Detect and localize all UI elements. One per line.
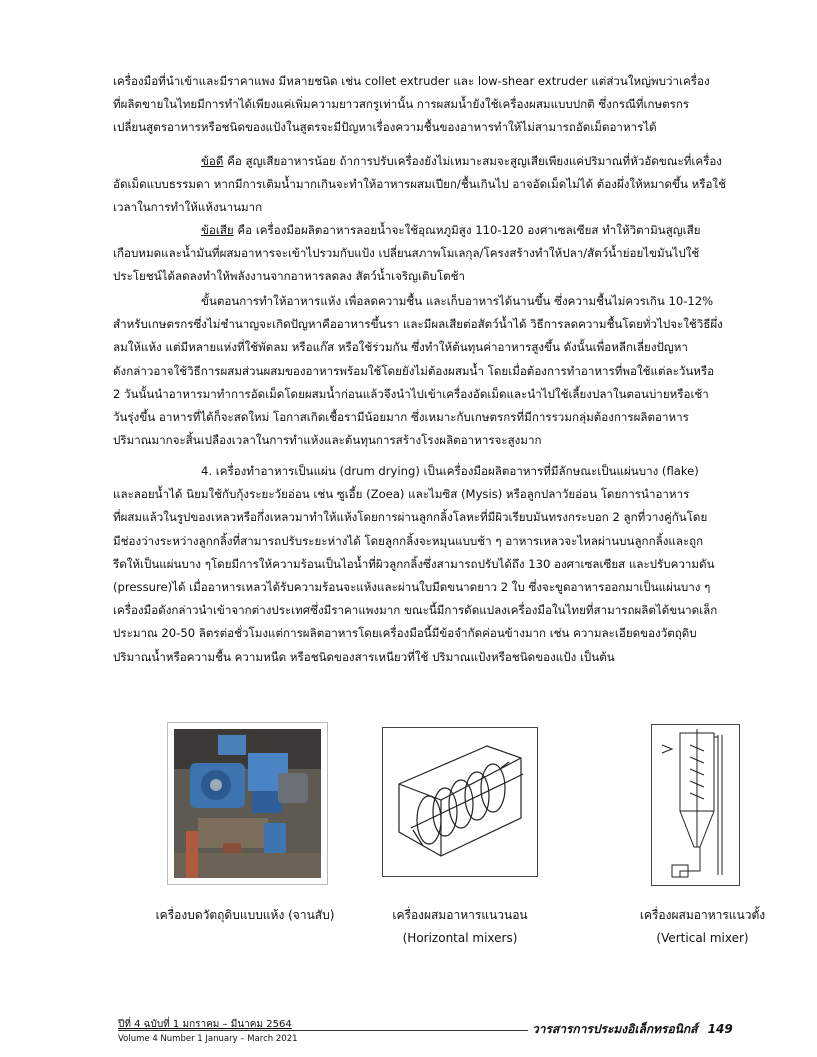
paragraph-extruder-intro [113,70,741,140]
text-line: เกือบหมดและน้ำมันที่ผสมอาหารจะเข้าไปรวมกับแป้ง เปลี่ยนสภาพโมเลกุล/โครงสร้างทำให้ปลา/สัตว์น้ำย่อยไขมันไปใช้ [113,246,700,261]
text-line: ขั้นตอนการทำให้อาหารแห้ง เพื่อลดความชื้น และเก็บอาหารได้นานขึ้น ซึ่งความชื้นไม่ควรเกิน 10-12% [201,294,714,308]
text-line: มีช่องว่างระหว่างลูกกลิ้งที่สามารถปรับระยะห่างได้ โดยลูกกลิ้งจะหมุนแบบช้า ๆ อาหารเหลวจะไหลผ่านบนลูกกลิ้งและถูก [113,533,704,548]
advantages-label: ข้อดี [201,154,224,168]
paragraph-advantages [113,150,741,220]
journal-title: วารสารการประมงอิเล็กทรอนิกส์ [532,1022,698,1036]
text-line: อัดเม็ดแบบธรรมดา หากมีการเติมน้ำมากเกินจะทำให้อาหารผสมเปียก/ชื้นเกินไป อาจอัดเม็ดไม่ได้ ต้องผึ่งให้หมาดขึ้น หรือใช้ [113,177,726,192]
text-line: ที่ผสมแล้วในรูปของเหลวหรือกึ่งเหลวมาทำให้แห้งโดยการผ่านลูกกลิ้งโลหะที่มีผิวเรียบมันทรงกระบอก 2 ลูกที่วางคู่กันโดย [113,510,708,525]
issue-thai: ปีที่ 4 ฉบับที่ 1 มกราคม – มีนาคม 2564 [118,1019,292,1030]
horizontal-mixer-caption: เครื่องผสมอาหารแนวนอน [392,908,528,922]
paragraph-drying [113,290,741,452]
vertical-mixer-caption-en: (Vertical mixer) [656,931,749,945]
text-line: วันรุ่งขึ้น อาหารที่ได้ก็จะสดใหม่ โอกาสเกิดเชื้อรามีน้อยมาก ซึ่งเหมาะกับเกษตรกรที่มีการรวมกลุ่มต้องการผลิตอาหาร [113,410,689,425]
footer-divider [118,1030,528,1031]
text-line: ปริมาณมากจะสิ้นเปลืองเวลาในการทำแห้งและต้นทุนการสร้างโรงผลิตอาหารจะสูงมาก [113,433,542,448]
footer-journal [532,1020,733,1039]
text-line: ดังกล่าวอาจใช้วิธีการผสมส่วนผสมของอาหารพร้อมใช้โดยยังไม่ต้องผสมน้ำ โดยเมื่อต้องการทำอาหารที่พอใช้แต่ละวันหรือ [113,363,715,378]
text-line [113,150,741,173]
text-line: 2 วันนั้นนำอาหารมาทำการอัดเม็ดโดยผสมน้ำก่อนแล้วจึงนำไปเข้าเครื่องอัดเม็ดและนำไปใช้เลี้ยงปลาในตอนบ่ายหรือเช้า [113,386,709,401]
vertical-mixer-illustration [652,725,739,885]
text-line: เครื่องมือที่นำเข้าและมีราคาแพง มีหลายชนิด เช่น collet extruder และ low-shear extruder แต่ส่วนใหญ่พบว่าเครื่อง [113,74,710,88]
paragraph-drum-drying [113,460,741,669]
text-line: ปริมาณน้ำหรือความชื้น ความหนืด หรือชนิดของสารเหนียวที่ใช้ ปริมาณแป้งหรือชนิดของแป้ง เป็นต้น [113,649,615,664]
horizontal-mixer-illustration [383,728,537,876]
text-line: รีดให้เป็นแผ่นบาง ๆโดยมีการให้ความร้อนเป็นไอน้ำที่ผิวลูกกลิ้งซึ่งสามารถปรับได้ถึง 130 องศาเซลเซียส และปรับความดัน [113,556,715,571]
footer-issue [118,1017,298,1047]
horizontal-mixer-caption-en: (Horizontal mixers) [402,931,518,945]
text-line: 4. เครื่องทำอาหารเป็นแผ่น (drum drying) เป็นเครื่องมือผลิตอาหารที่มีลักษณะเป็นแผ่นบาง (flake) [201,464,699,478]
disadvantages-label: ข้อเสีย [201,223,234,237]
grinder-caption: เครื่องบดวัตถุดิบแบบแห้ง (จานสับ) [155,908,335,922]
disadvantages-text: คือ เครื่องมือผลิตอาหารลอยน้ำจะใช้อุณหภูมิสูง 110-120 องศาเซลเซียส ทำให้วิตามินสูญเสีย [233,223,701,237]
text-line [113,219,741,242]
text-line: เครื่องมือดังกล่าวนำเข้าจากต่างประเทศซึ่งมีราคาแพงมาก ขณะนี้มีการดัดแปลงเครื่องมือในไทยที่สามารถผลิตได้ขนาดเล็ก [113,603,718,618]
text-line: และลอยน้ำได้ นิยมใช้กับกุ้งระยะวัยอ่อน เช่น ซูเอี้ย (Zoea) และไมซิส (Mysis) หรือลูกปลาวัยอ่อน โดยการนำอาหาร [113,487,690,502]
paragraph-disadvantages [113,219,741,289]
text-line: ลมให้แห้ง แต่มีหลายแห่งที่ใช้พัดลม หรือแก๊ส หรือใช้ร่วมกัน ซึ่งทำให้ต้นทุนค่าอาหารสูงขึ้น ดังนั้นเพื่อหลีกเลี่ยงปัญหา [113,340,688,355]
text-line: เวลาในการทำให้แห้งนานมาก [113,200,263,215]
grinder-photo [167,722,328,885]
horizontal-mixer-drawing [382,727,538,877]
text-line: เปลี่ยนสูตรอาหารหรือชนิดของแป้งในสูตรจะมีปัญหาเรื่องความชื้นของอาหารทำให้ไม่สามารถอัดเม็ดอาหารได้ [113,120,657,135]
text-line: (pressure)ได้ เมื่ออาหารเหลวได้รับความร้อนจะแห้งและผ่านใบมีดขนาดยาว 2 ใบ ซึ่งจะขูดอาหารออกมาเป็นแผ่นบาง ๆ [113,580,711,595]
vertical-mixer-drawing [651,724,740,886]
grinder-illustration [168,723,327,884]
text-line: ประมาณ 20-50 ลิตรต่อชั่วโมงแต่การผลิตอาหารโดยเครื่องมือนี้มีข้อจำกัดค่อนข้างมาก เช่น ความละเอียดของวัตถุดิบ [113,626,697,641]
text-line: ประโยชน์ได้ลดลงทำให้พลังงานจากอาหารลดลง สัตว์น้ำเจริญเติบโตช้า [113,269,466,284]
advantages-text: คือ สูญเสียอาหารน้อย ถ้าการปรับเครื่องยังไม่เหมาะสมจะสูญเสียเพียงแค่ปริมาณที่หัวอัดขณะที่เครื่อง [223,154,722,168]
vertical-mixer-caption: เครื่องผสมอาหารแนวตั้ง [639,908,766,922]
text-line: ที่ผลิตขายในไทยมีการทำได้เพียงแค่เพิ่มความยาวสกรูเท่านั้น การผสมน้ำยังใช้เครื่องผสมแบบปกติ ซึ่งกรณีที่เกษตรกร [113,97,690,112]
text-line: สำหรับเกษตรกรซึ่งไม่ชำนาญจะเกิดปัญหาคืออาหารขึ้นรา และมีผลเสียต่อสัตว์น้ำได้ วิธีการลดความชื้นโดยทั่วไปจะใช้วิธีผึ่ง [113,317,723,332]
issue-english: Volume 4 Number 1 January – March 2021 [118,1034,298,1044]
page-number: 149 [707,1022,733,1036]
